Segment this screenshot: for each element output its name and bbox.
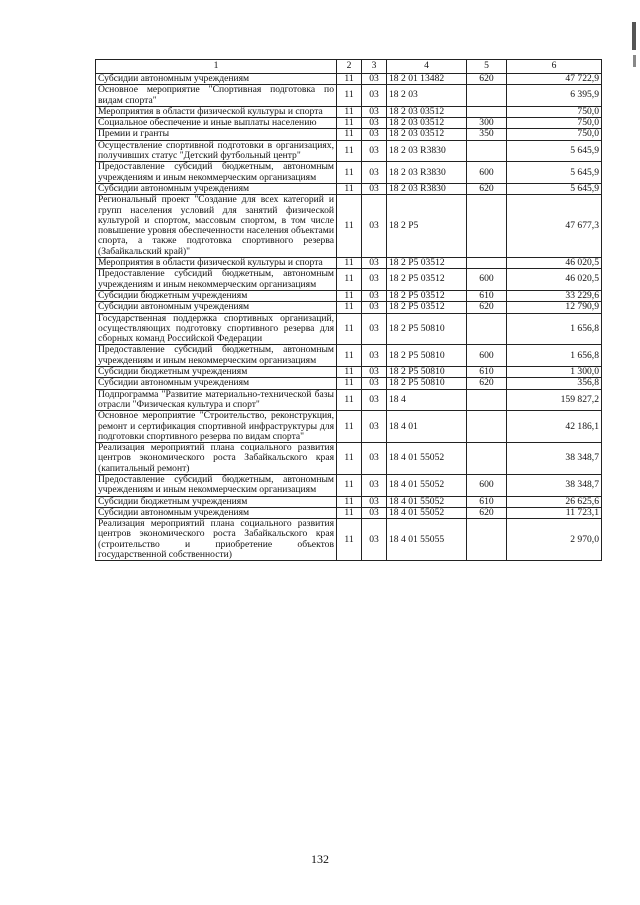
subsection-code-cell: 03 (362, 519, 387, 561)
target-article-cell: 18 2 03 R3830 (387, 162, 467, 184)
target-article-cell: 18 2 P5 (387, 195, 467, 258)
expense-type-cell (467, 519, 507, 561)
row-name-cell: Региональный проект "Создание для всех категорий и групп населения условий для занятий физической культурой и спортом, массовым спортом, в том числе повышение уровня обеспеченности населения объектами спорта, а также подготовка спортивного резерва (Забайкальский край)" (96, 195, 337, 258)
table-header-row (96, 60, 602, 74)
section-code-cell: 11 (337, 302, 362, 313)
amount-cell: 42 186,1 (507, 411, 602, 443)
section-code-cell: 11 (337, 74, 362, 85)
section-code-cell: 11 (337, 162, 362, 184)
subsection-code-cell: 03 (362, 106, 387, 117)
target-article-cell: 18 2 P5 50810 (387, 378, 467, 389)
amount-cell: 750,0 (507, 106, 602, 117)
expense-type-cell (467, 258, 507, 269)
target-article-cell: 18 2 03 03512 (387, 106, 467, 117)
target-article-cell: 18 4 01 55055 (387, 519, 467, 561)
subsection-code-cell: 03 (362, 162, 387, 184)
row-name-cell: Мероприятия в области физической культуры и спорта (96, 106, 337, 117)
column-header: 3 (362, 60, 387, 74)
row-name-cell: Субсидии бюджетным учреждениям (96, 496, 337, 507)
budget-table (95, 59, 602, 561)
subsection-code-cell: 03 (362, 443, 387, 475)
amount-cell: 47 677,3 (507, 195, 602, 258)
table-row (96, 378, 602, 389)
subsection-code-cell: 03 (362, 411, 387, 443)
table-row (96, 118, 602, 129)
section-code-cell: 11 (337, 378, 362, 389)
row-name-cell: Государственная поддержка спортивных организаций, осуществляющих подготовку спортивного резерва для сборных команд Российской Федерации (96, 313, 337, 345)
expense-type-cell: 610 (467, 290, 507, 301)
expense-type-cell (467, 106, 507, 117)
table-row (96, 496, 602, 507)
subsection-code-cell: 03 (362, 302, 387, 313)
target-article-cell: 18 4 01 55052 (387, 443, 467, 475)
row-name-cell: Субсидии автономным учреждениям (96, 378, 337, 389)
section-code-cell: 11 (337, 118, 362, 129)
section-code-cell: 11 (337, 258, 362, 269)
section-code-cell: 11 (337, 474, 362, 496)
row-name-cell: Основное мероприятие "Строительство, реконструкция, ремонт и сертификация спортивной инфраструктуры для подготовки спортивного резерва по видам спорта" (96, 411, 337, 443)
section-code-cell: 11 (337, 367, 362, 378)
expense-type-cell: 350 (467, 129, 507, 140)
expense-type-cell: 620 (467, 378, 507, 389)
row-name-cell: Субсидии бюджетным учреждениям (96, 367, 337, 378)
table-row (96, 367, 602, 378)
scan-edge-mark (633, 55, 636, 67)
table-body (96, 74, 602, 561)
row-name-cell: Предоставление субсидий бюджетным, автономным учреждениям и иным некоммерческим организациям (96, 474, 337, 496)
row-name-cell: Реализация мероприятий плана социального развития центров экономического роста Забайкальского края (капитальный ремонт) (96, 443, 337, 475)
row-name-cell: Реализация мероприятий плана социального развития центров экономического роста Забайкальского края (строительство и приобретение объектов государственной собственности) (96, 519, 337, 561)
subsection-code-cell: 03 (362, 140, 387, 162)
section-code-cell: 11 (337, 106, 362, 117)
section-code-cell: 11 (337, 269, 362, 291)
column-header: 1 (96, 60, 337, 74)
subsection-code-cell: 03 (362, 85, 387, 107)
row-name-cell: Субсидии автономным учреждениям (96, 507, 337, 518)
row-name-cell: Предоставление субсидий бюджетным, автономным учреждениям и иным некоммерческим организациям (96, 162, 337, 184)
page-number: 132 (311, 852, 329, 866)
row-name-cell: Мероприятия в области физической культуры и спорта (96, 258, 337, 269)
target-article-cell: 18 2 03 (387, 85, 467, 107)
target-article-cell: 18 4 01 55052 (387, 496, 467, 507)
target-article-cell: 18 4 01 55052 (387, 507, 467, 518)
target-article-cell: 18 2 01 13482 (387, 74, 467, 85)
section-code-cell: 11 (337, 389, 362, 411)
amount-cell: 33 229,6 (507, 290, 602, 301)
section-code-cell: 11 (337, 140, 362, 162)
section-code-cell: 11 (337, 313, 362, 345)
table-row (96, 85, 602, 107)
table-row (96, 195, 602, 258)
row-name-cell: Осуществление спортивной подготовки в организациях, получивших статус "Детский футбольный центр" (96, 140, 337, 162)
expense-type-cell: 620 (467, 507, 507, 518)
expense-type-cell: 610 (467, 367, 507, 378)
section-code-cell: 11 (337, 345, 362, 367)
amount-cell: 46 020,5 (507, 269, 602, 291)
subsection-code-cell: 03 (362, 378, 387, 389)
target-article-cell: 18 2 03 R3830 (387, 140, 467, 162)
expense-type-cell (467, 443, 507, 475)
amount-cell: 5 645,9 (507, 140, 602, 162)
scan-edge-mark (632, 22, 636, 50)
table-row (96, 162, 602, 184)
table-row (96, 411, 602, 443)
expense-type-cell: 620 (467, 183, 507, 194)
table-row (96, 302, 602, 313)
amount-cell: 46 020,5 (507, 258, 602, 269)
row-name-cell: Субсидии бюджетным учреждениям (96, 290, 337, 301)
amount-cell: 1 656,8 (507, 345, 602, 367)
target-article-cell: 18 4 (387, 389, 467, 411)
table-row (96, 519, 602, 561)
target-article-cell: 18 2 P5 50810 (387, 345, 467, 367)
expense-type-cell: 610 (467, 496, 507, 507)
subsection-code-cell: 03 (362, 258, 387, 269)
expense-type-cell (467, 313, 507, 345)
table-row (96, 443, 602, 475)
expense-type-cell: 600 (467, 345, 507, 367)
column-header: 2 (337, 60, 362, 74)
table-row (96, 258, 602, 269)
subsection-code-cell: 03 (362, 496, 387, 507)
target-article-cell: 18 2 P5 03512 (387, 258, 467, 269)
amount-cell: 47 722,9 (507, 74, 602, 85)
section-code-cell: 11 (337, 290, 362, 301)
table-row (96, 507, 602, 518)
expense-type-cell: 620 (467, 302, 507, 313)
target-article-cell: 18 4 01 55052 (387, 474, 467, 496)
table-row (96, 389, 602, 411)
table-row (96, 183, 602, 194)
amount-cell: 1 300,0 (507, 367, 602, 378)
target-article-cell: 18 2 03 R3830 (387, 183, 467, 194)
amount-cell: 159 827,2 (507, 389, 602, 411)
table-row (96, 74, 602, 85)
table-row (96, 474, 602, 496)
section-code-cell: 11 (337, 507, 362, 518)
column-header: 5 (467, 60, 507, 74)
subsection-code-cell: 03 (362, 389, 387, 411)
expense-type-cell: 600 (467, 269, 507, 291)
amount-cell: 5 645,9 (507, 183, 602, 194)
table-row (96, 313, 602, 345)
expense-type-cell: 600 (467, 474, 507, 496)
column-header: 4 (387, 60, 467, 74)
subsection-code-cell: 03 (362, 183, 387, 194)
amount-cell: 750,0 (507, 129, 602, 140)
expense-type-cell (467, 195, 507, 258)
subsection-code-cell: 03 (362, 313, 387, 345)
section-code-cell: 11 (337, 496, 362, 507)
column-header: 6 (507, 60, 602, 74)
expense-type-cell (467, 85, 507, 107)
table-row (96, 290, 602, 301)
section-code-cell: 11 (337, 443, 362, 475)
amount-cell: 5 645,9 (507, 162, 602, 184)
subsection-code-cell: 03 (362, 129, 387, 140)
table-row (96, 106, 602, 117)
table-row (96, 269, 602, 291)
target-article-cell: 18 4 01 (387, 411, 467, 443)
expense-type-cell: 300 (467, 118, 507, 129)
table-row (96, 140, 602, 162)
target-article-cell: 18 2 P5 50810 (387, 367, 467, 378)
amount-cell: 1 656,8 (507, 313, 602, 345)
expense-type-cell: 600 (467, 162, 507, 184)
table-row (96, 129, 602, 140)
row-name-cell: Субсидии автономным учреждениям (96, 183, 337, 194)
row-name-cell: Подпрограмма "Развитие материально-технической базы отрасли "Физическая культура и спорт" (96, 389, 337, 411)
table-row (96, 345, 602, 367)
subsection-code-cell: 03 (362, 345, 387, 367)
row-name-cell: Социальное обеспечение и иные выплаты населению (96, 118, 337, 129)
target-article-cell: 18 2 P5 03512 (387, 290, 467, 301)
amount-cell: 6 395,9 (507, 85, 602, 107)
amount-cell: 12 790,9 (507, 302, 602, 313)
amount-cell: 11 723,1 (507, 507, 602, 518)
row-name-cell: Премии и гранты (96, 129, 337, 140)
subsection-code-cell: 03 (362, 507, 387, 518)
row-name-cell: Предоставление субсидий бюджетным, автономным учреждениям и иным некоммерческим организациям (96, 269, 337, 291)
expense-type-cell (467, 140, 507, 162)
target-article-cell: 18 2 P5 03512 (387, 269, 467, 291)
amount-cell: 2 970,0 (507, 519, 602, 561)
amount-cell: 26 625,6 (507, 496, 602, 507)
row-name-cell: Субсидии автономным учреждениям (96, 74, 337, 85)
amount-cell: 38 348,7 (507, 443, 602, 475)
subsection-code-cell: 03 (362, 74, 387, 85)
section-code-cell: 11 (337, 519, 362, 561)
section-code-cell: 11 (337, 195, 362, 258)
expense-type-cell (467, 389, 507, 411)
expense-type-cell: 620 (467, 74, 507, 85)
section-code-cell: 11 (337, 411, 362, 443)
section-code-cell: 11 (337, 85, 362, 107)
amount-cell: 750,0 (507, 118, 602, 129)
row-name-cell: Предоставление субсидий бюджетным, автономным учреждениям и иным некоммерческим организациям (96, 345, 337, 367)
section-code-cell: 11 (337, 183, 362, 194)
amount-cell: 38 348,7 (507, 474, 602, 496)
expense-type-cell (467, 411, 507, 443)
subsection-code-cell: 03 (362, 367, 387, 378)
target-article-cell: 18 2 03 03512 (387, 118, 467, 129)
row-name-cell: Субсидии автономным учреждениям (96, 302, 337, 313)
row-name-cell: Основное мероприятие "Спортивная подготовка по видам спорта" (96, 85, 337, 107)
target-article-cell: 18 2 03 03512 (387, 129, 467, 140)
subsection-code-cell: 03 (362, 290, 387, 301)
amount-cell: 356,8 (507, 378, 602, 389)
subsection-code-cell: 03 (362, 474, 387, 496)
subsection-code-cell: 03 (362, 195, 387, 258)
subsection-code-cell: 03 (362, 269, 387, 291)
target-article-cell: 18 2 P5 03512 (387, 302, 467, 313)
subsection-code-cell: 03 (362, 118, 387, 129)
target-article-cell: 18 2 P5 50810 (387, 313, 467, 345)
section-code-cell: 11 (337, 129, 362, 140)
